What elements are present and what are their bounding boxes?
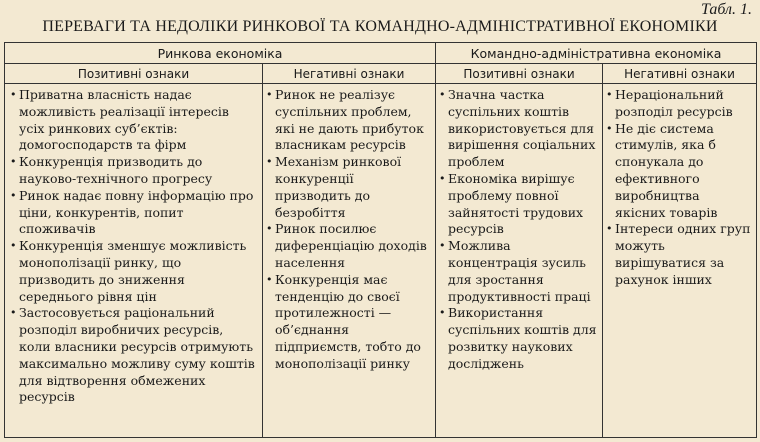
list-item: • Нераціональний розподіл ресурсів	[615, 87, 752, 121]
comparison-table	[4, 42, 757, 438]
list-item: • Можлива концентрація зусиль для зростання продуктивності праці	[448, 238, 598, 305]
market-positive-header: Позитивні ознаки	[5, 64, 263, 84]
command-economy-header: Командно-адміністративна економіка	[436, 43, 757, 64]
list-item: • Приватна власність надає можливість реалізації інтересів усіх ринкових суб’єктів: домогосподарств та фірм	[19, 87, 258, 154]
market-negative-cell	[263, 84, 436, 438]
market-positive-cell	[5, 84, 263, 438]
list-item: • Конкуренція зменшує можливість монополізації ринку, що призводить до зниження середнього рівня цін	[19, 238, 258, 305]
list-item: • Значна частка суспільних коштів використовується для вирішення соціальних проблем	[448, 87, 598, 171]
list-item: • Ринок посилює диференціацію доходів населення	[275, 221, 431, 271]
command-negative-list	[603, 84, 756, 289]
command-positive-header: Позитивні ознаки	[436, 64, 603, 84]
list-item: • Конкуренція має тенденцію до своєї протилежності — об’єднання підприємств, тобто до монополізації ринку	[275, 272, 431, 373]
list-item: • Економіка вирішує проблему повної зайнятості трудових ресурсів	[448, 171, 598, 238]
list-item: • Застосовується раціональний розподіл виробничих ресурсів, коли власники ресурсів отримують максимально можливу суму коштів для відтворення обмежених ресурсів	[19, 305, 258, 406]
list-item: • Ринок не реалізує суспільних проблем, які не дають прибуток власникам ресурсів	[275, 87, 431, 154]
command-positive-list	[436, 84, 602, 373]
list-item: • Інтереси одних груп можуть вирішуватися за рахунок інших	[615, 221, 752, 288]
list-item: • Конкуренція призводить до науково-технічного прогресу	[19, 154, 258, 188]
list-item: • Механізм ринкової конкуренції призводить до безробіття	[275, 154, 431, 221]
list-item: • Ринок надає повну інформацію про ціни, конкурентів, попит споживачів	[19, 188, 258, 238]
market-positive-list	[5, 84, 262, 406]
market-economy-header: Ринкова економіка	[5, 43, 436, 64]
market-negative-header: Негативні ознаки	[263, 64, 436, 84]
table-number-label: Табл. 1.	[701, 1, 752, 18]
market-negative-list	[263, 84, 435, 373]
command-negative-cell	[603, 84, 757, 438]
list-item: • Не діє система стимулів, яка б спонукала до ефективного виробництва якісних товарів	[615, 121, 752, 222]
command-positive-cell	[436, 84, 603, 438]
table-title: ПЕРЕВАГИ ТА НЕДОЛІКИ РИНКОВОЇ ТА КОМАНДНО-АДМІНІСТРАТИВНОЇ ЕКОНОМІКИ	[42, 18, 718, 35]
list-item: • Використання суспільних коштів для розвитку наукових досліджень	[448, 305, 598, 372]
command-negative-header: Негативні ознаки	[603, 64, 757, 84]
